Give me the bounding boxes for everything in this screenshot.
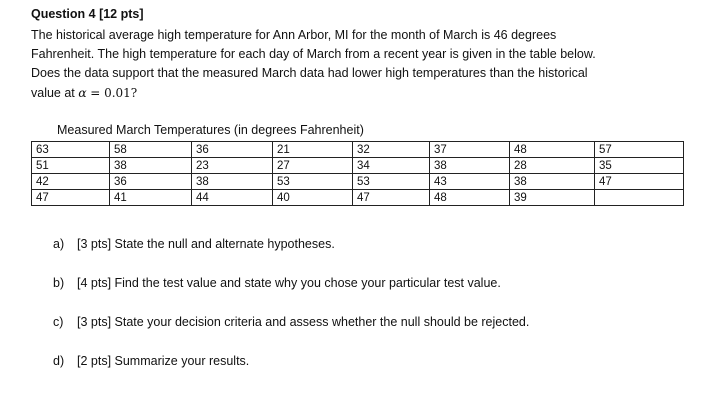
temperature-table [31, 141, 684, 206]
question-body [31, 26, 686, 103]
table-cell: 40 [273, 190, 353, 206]
table-cell: 53 [273, 174, 353, 190]
table-row [32, 174, 684, 190]
table-cell: 44 [192, 190, 273, 206]
question-title: Question 4 [12 pts] [31, 7, 144, 21]
table-cell: 28 [510, 158, 595, 174]
table-cell: 36 [110, 174, 192, 190]
table-cell: 58 [110, 142, 192, 158]
table-cell: 21 [273, 142, 353, 158]
part-text: [3 pts] State the null and alternate hypotheses. [77, 237, 335, 251]
table-cell: 41 [110, 190, 192, 206]
table-cell: 48 [430, 190, 510, 206]
table-row [32, 142, 684, 158]
part-d [53, 354, 249, 368]
table-cell: 43 [430, 174, 510, 190]
part-letter: c) [53, 315, 64, 329]
table-cell: 38 [510, 174, 595, 190]
question-line-4 [31, 83, 686, 103]
question-line-1: The historical average high temperature for Ann Arbor, MI for the month of March is 46 degrees [31, 28, 557, 42]
table-cell: 38 [110, 158, 192, 174]
table-cell: 51 [32, 158, 110, 174]
table-cell: 47 [32, 190, 110, 206]
question-line-4-prefix: value at [31, 86, 75, 100]
table-cell: 38 [192, 174, 273, 190]
table-cell: 47 [353, 190, 430, 206]
part-letter: a) [53, 237, 65, 251]
part-text: [2 pts] Summarize your results. [77, 354, 250, 368]
table-cell: 35 [595, 158, 684, 174]
question-line-2: Fahrenheit. The high temperature for each day of March from a recent year is given in the table below. [31, 47, 596, 61]
question-line-3: Does the data support that the measured March data had lower high temperatures than the historical [31, 66, 588, 80]
table-cell: 36 [192, 142, 273, 158]
part-a [53, 237, 335, 251]
table-cell: 63 [32, 142, 110, 158]
table-cell: 23 [192, 158, 273, 174]
part-b [53, 276, 501, 290]
table-cell: 42 [32, 174, 110, 190]
table-cell: 27 [273, 158, 353, 174]
table-cell [595, 190, 684, 206]
table-cell: 37 [430, 142, 510, 158]
alpha-value: = 0.01? [90, 86, 138, 100]
part-letter: d) [53, 354, 65, 368]
alpha-symbol: α [78, 85, 87, 100]
table-cell: 32 [353, 142, 430, 158]
table-caption: Measured March Temperatures (in degrees Fahrenheit) [57, 123, 364, 137]
table-cell: 38 [430, 158, 510, 174]
table-row [32, 190, 684, 206]
table-cell: 57 [595, 142, 684, 158]
part-text: [3 pts] State your decision criteria and assess whether the null should be rejected. [77, 315, 530, 329]
table-cell: 47 [595, 174, 684, 190]
table-cell: 39 [510, 190, 595, 206]
table-cell: 48 [510, 142, 595, 158]
part-text: [4 pts] Find the test value and state why you chose your particular test value. [77, 276, 501, 290]
table-cell: 34 [353, 158, 430, 174]
part-c [53, 315, 529, 329]
table-cell: 53 [353, 174, 430, 190]
table-row [32, 158, 684, 174]
part-letter: b) [53, 276, 65, 290]
